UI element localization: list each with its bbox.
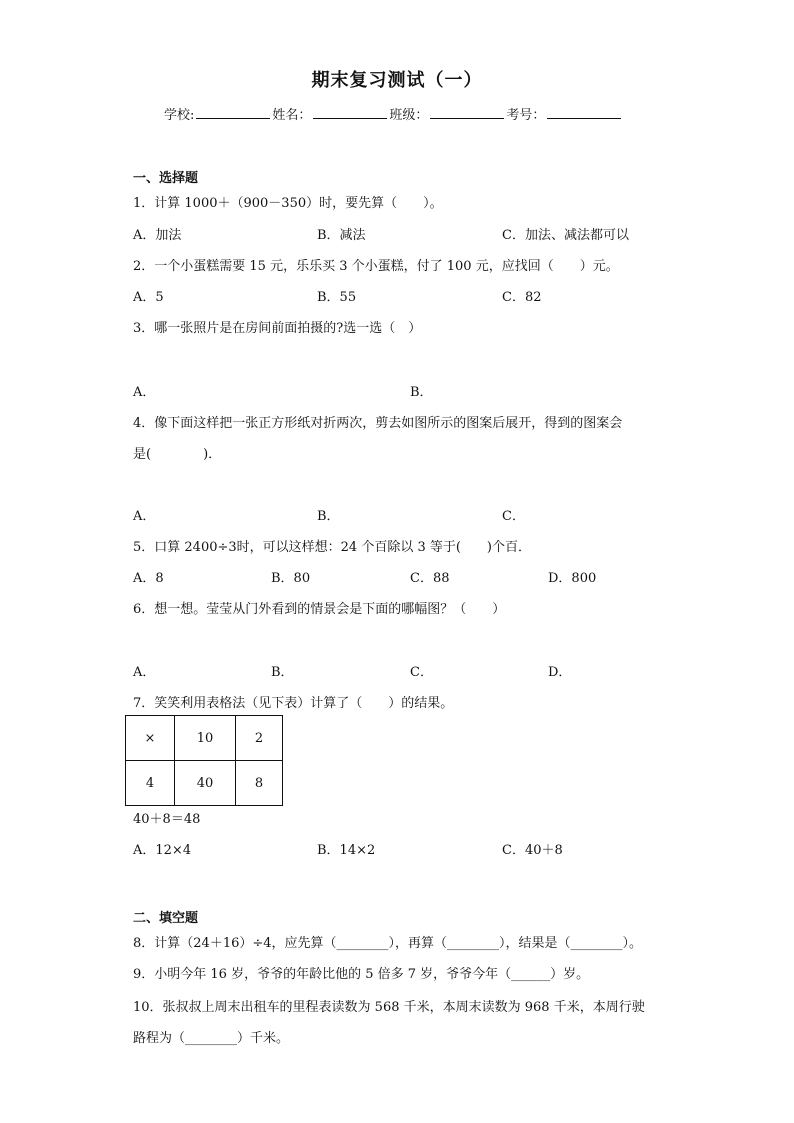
class-blank [430, 104, 504, 119]
multiplication-table [125, 715, 283, 806]
table-cell: 40 [175, 761, 236, 806]
table-cell: 4 [126, 761, 175, 806]
question-7: 7．笑笑利用表格法（见下表）计算了（ ）的结果。 [133, 696, 454, 711]
q5-option-b: B．80 [271, 571, 311, 586]
q3-option-a: A． [133, 385, 156, 400]
q1-option-c: C．加法、减法都可以 [502, 228, 629, 243]
table-cell: 2 [236, 716, 283, 761]
school-label: 学校: [164, 108, 195, 123]
question-4-line-2: 是( )． [133, 447, 222, 462]
question-5: 5．口算 2400÷3时，可以这样想：24 个百除以 3 等于( )个百． [133, 540, 532, 555]
table-cell: × [126, 716, 175, 761]
class-label: 班级： [389, 108, 429, 123]
student-info-row [164, 104, 623, 123]
question-10-line-1: 10．张叔叔上周末出租车的里程表读数为 568 千米，本周末读数为 968 千米，本周行驶 [133, 1000, 645, 1015]
school-blank [196, 104, 270, 119]
q7-option-c: C．40＋8 [502, 843, 563, 858]
q4-option-c: C． [502, 509, 525, 524]
question-4-line-1: 4．像下面这样把一张正方形纸对折两次，剪去如图所示的图案后展开，得到的图案会 [133, 416, 623, 431]
q1-option-b: B．减法 [317, 228, 366, 243]
q3-option-b: B． [410, 385, 433, 400]
section-heading-choice: 一、选择题 [133, 171, 199, 186]
q5-option-d: D．800 [548, 571, 597, 586]
question-6: 6．想一想。莹莹从门外看到的情景会是下面的哪幅图？（ ） [133, 602, 506, 617]
q2-option-b: B．55 [317, 290, 357, 305]
q1-option-a: A．加法 [133, 228, 182, 243]
id-blank [547, 104, 621, 119]
id-label: 考号： [506, 108, 546, 123]
table-cell: 10 [175, 716, 236, 761]
question-3: 3．哪一张照片是在房间前面拍摄的?选一选（ ） [133, 321, 422, 336]
q2-option-a: A．5 [133, 290, 164, 305]
q6-option-b: B． [271, 665, 294, 680]
question-9: 9．小明今年 16 岁，爷爷的年龄比他的 5 倍多 7 岁，爷爷今年（______）岁。 [133, 967, 590, 982]
question-10-line-2: 路程为（________）千米。 [133, 1031, 290, 1046]
question-8: 8．计算（24＋16）÷4，应先算（________），再算（________），结果是（________）。 [133, 936, 643, 951]
q4-option-a: A． [133, 509, 156, 524]
q2-option-c: C．82 [502, 290, 542, 305]
q6-option-d: D． [548, 665, 572, 680]
question-2: 2．一个小蛋糕需要 15 元，乐乐买 3 个小蛋糕，付了 100 元，应找回（ ）元。 [133, 259, 619, 274]
q6-option-a: A． [133, 665, 156, 680]
q7-equation: 40＋8＝48 [133, 812, 201, 827]
q5-option-a: A．8 [133, 571, 164, 586]
table-cell: 8 [236, 761, 283, 806]
page-title: 期末复习测试（一） [311, 70, 483, 91]
q7-option-a: A．12×4 [133, 843, 192, 858]
q7-option-b: B．14×2 [317, 843, 376, 858]
question-1: 1．计算 1000＋（900－350）时，要先算（ ）。 [133, 196, 443, 211]
name-blank [313, 104, 387, 119]
q5-option-c: C．88 [410, 571, 450, 586]
q6-option-c: C． [410, 665, 433, 680]
q4-option-b: B． [317, 509, 340, 524]
section-heading-fill: 二、填空题 [133, 911, 199, 926]
name-label: 姓名： [272, 108, 312, 123]
